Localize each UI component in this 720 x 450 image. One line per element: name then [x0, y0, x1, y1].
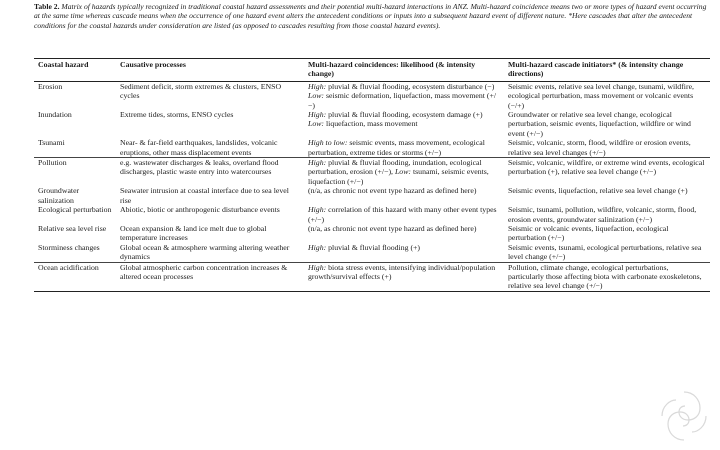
cell-coastal-hazard: Storminess changes	[38, 242, 100, 252]
header-cascades: Multi-hazard cascade initiators* (& intensity change directions)	[504, 59, 710, 82]
cell-cascades: Seismic events, liquefaction, relative sea level change (+)	[508, 186, 688, 196]
cell-causative-processes: Abiotic, biotic or anthropogenic disturbance events	[120, 205, 280, 215]
coincidence-text: pluvial & fluvial flooding, ecosystem damage (+)	[326, 110, 483, 120]
table-row	[34, 138, 710, 157]
cell-coastal-hazard: Inundation	[38, 110, 72, 120]
table-body	[34, 81, 710, 291]
coincidence-text: (n/a, as chronic not event type hazard as defined here)	[308, 223, 477, 233]
confidence-label: Low:	[308, 119, 325, 129]
cell-causative-processes: Near- & far-field earthquakes, landslides, volcanic eruptions, other mass displacement events	[120, 138, 278, 157]
confidence-label: High:	[308, 242, 327, 252]
cell-causative-processes: e.g. wastewater discharges & leaks, overland flood discharges, plastic waste entry into watercourses	[116, 158, 304, 187]
header-coincidences: Multi-hazard coincidences: likelihood (& intensity change)	[304, 59, 504, 82]
cell-coastal-hazard: Ocean acidification	[34, 262, 116, 291]
coincidence-text: pluvial & fluvial flooding, inundation, ecological perturbation, erosion (+/−),	[308, 158, 482, 177]
coincidence-text: liquefaction, mass movement	[324, 119, 418, 129]
cell-causative-processes: Seawater intrusion at coastal interface due to sea level rise	[120, 186, 289, 205]
table-row	[34, 224, 710, 243]
cell-coincidences	[304, 186, 504, 205]
confidence-label: High:	[308, 158, 327, 168]
cell-coastal-hazard: Erosion	[38, 81, 63, 91]
caption-text: Matrix of hazards typically recognized in traditional coastal hazard assessments and their potential multi-hazard interactions in ANZ. Multi-hazard coincidence means two or more types of hazard event occurring at the same time whereas cascade means when the occurrence of one hazard event alters the antecedent conditions or inputs into a subsequent hazard event of different nature. *Here cascades that alter the antecedent conditions for the coastal hazards under consideration are listed (as opposed to cascades resulting from those coastal hazard events).	[34, 2, 707, 30]
cell-cascades: Seismic or volcanic events, liquefaction, ecological perturbation (+/−)	[508, 223, 669, 243]
confidence-label: Low:	[308, 91, 325, 101]
cell-coastal-hazard: Relative sea level rise	[38, 223, 107, 233]
coincidence-text: pluvial & fluvial flooding (+)	[326, 242, 421, 252]
cell-coincidences	[304, 243, 504, 262]
cell-coincidences	[304, 205, 504, 224]
confidence-label: Low:	[394, 167, 412, 177]
table-caption	[34, 2, 710, 30]
hazard-matrix-table	[34, 58, 710, 292]
coincidence-text: biota stress events, intensifying individual/population growth/survival effects (+)	[308, 262, 496, 281]
cell-causative-processes: Global ocean & atmosphere warming altering weather dynamics	[120, 242, 290, 262]
coincidence-text: pluvial & fluvial flooding, ecosystem disturbance (−)	[326, 81, 495, 91]
cell-cascades: Pollution, climate change, ecological perturbations, particularly those affecting biota with carbonate exoskeletons, relative sea level change (+/−)	[504, 262, 710, 291]
table-row	[34, 81, 710, 110]
cell-coastal-hazard: Tsunami	[38, 138, 65, 148]
coincidence-text: (n/a, as chronic not event type hazard as defined here)	[308, 186, 477, 196]
cell-causative-processes: Ocean expansion & land ice melt due to global temperature increases	[120, 223, 267, 243]
confidence-label: High:	[308, 81, 327, 91]
cell-coincidences	[304, 158, 504, 187]
cell-coincidences	[304, 110, 504, 138]
cell-cascades: Seismic events, tsunami, ecological perturbations, relative sea level change (+/−)	[508, 242, 702, 262]
cell-coincidences	[304, 224, 504, 243]
coincidence-text: seismic events, mass movement, ecological perturbation, extreme tides or storms (+/−)	[308, 138, 485, 157]
cell-coincidences	[304, 81, 504, 110]
header-coastal-hazard: Coastal hazard	[34, 59, 116, 82]
confidence-label: High:	[308, 262, 327, 272]
confidence-label: High to low:	[308, 138, 348, 148]
table-row	[34, 205, 710, 224]
cell-causative-processes: Sediment deficit, storm extremes & clusters, ENSO cycles	[120, 81, 282, 101]
confidence-label: High:	[308, 205, 327, 215]
table-row	[34, 186, 710, 205]
caption-label: Table 2.	[34, 2, 60, 11]
table-row	[34, 243, 710, 262]
confidence-label: High:	[308, 110, 327, 120]
table-header-row	[34, 59, 710, 82]
cell-cascades: Seismic, volcanic, storm, flood, wildfire or erosion events, relative sea level changes (+/−)	[508, 138, 691, 157]
header-causative-processes: Causative processes	[116, 59, 304, 82]
cell-causative-processes: Global atmospheric carbon concentration increases & altered ocean processes	[116, 262, 304, 291]
coincidence-text: correlation of this hazard with many other event types (+/−)	[308, 205, 497, 224]
table-row	[34, 158, 710, 187]
cell-coastal-hazard: Pollution	[34, 158, 116, 187]
table-row	[34, 110, 710, 138]
cell-coastal-hazard: Ecological perturbation	[38, 205, 112, 215]
decorative-watermark-icon	[654, 386, 714, 446]
cell-cascades: Seismic, volcanic, wildfire, or extreme wind events, ecological perturbation (+), relative sea level change (+/−)	[504, 158, 710, 187]
cell-cascades: Seismic, tsunami, pollution, wildfire, volcanic, storm, flood, erosion events, groundwater salinization (+/−)	[508, 205, 697, 224]
cell-coincidences	[304, 262, 504, 291]
cell-coincidences	[304, 138, 504, 157]
coincidence-text: tsunami, seismic events, liquefaction (+/−)	[308, 167, 489, 186]
cell-coastal-hazard: Groundwater salinization	[38, 186, 80, 205]
coincidence-text: seismic deformation, liquefaction, mass movement (+/−)	[308, 91, 497, 110]
table-row	[34, 262, 710, 291]
cell-cascades: Seismic events, relative sea level change, tsunami, wildfire, ecological perturbation, mass movement or volcanic events (−/+)	[508, 81, 694, 110]
cell-cascades: Groundwater or relative sea level change, ecological perturbation, seismic events, liquefaction, wildfire or wind event (+/−)	[508, 110, 691, 138]
cell-causative-processes: Extreme tides, storms, ENSO cycles	[120, 110, 234, 120]
